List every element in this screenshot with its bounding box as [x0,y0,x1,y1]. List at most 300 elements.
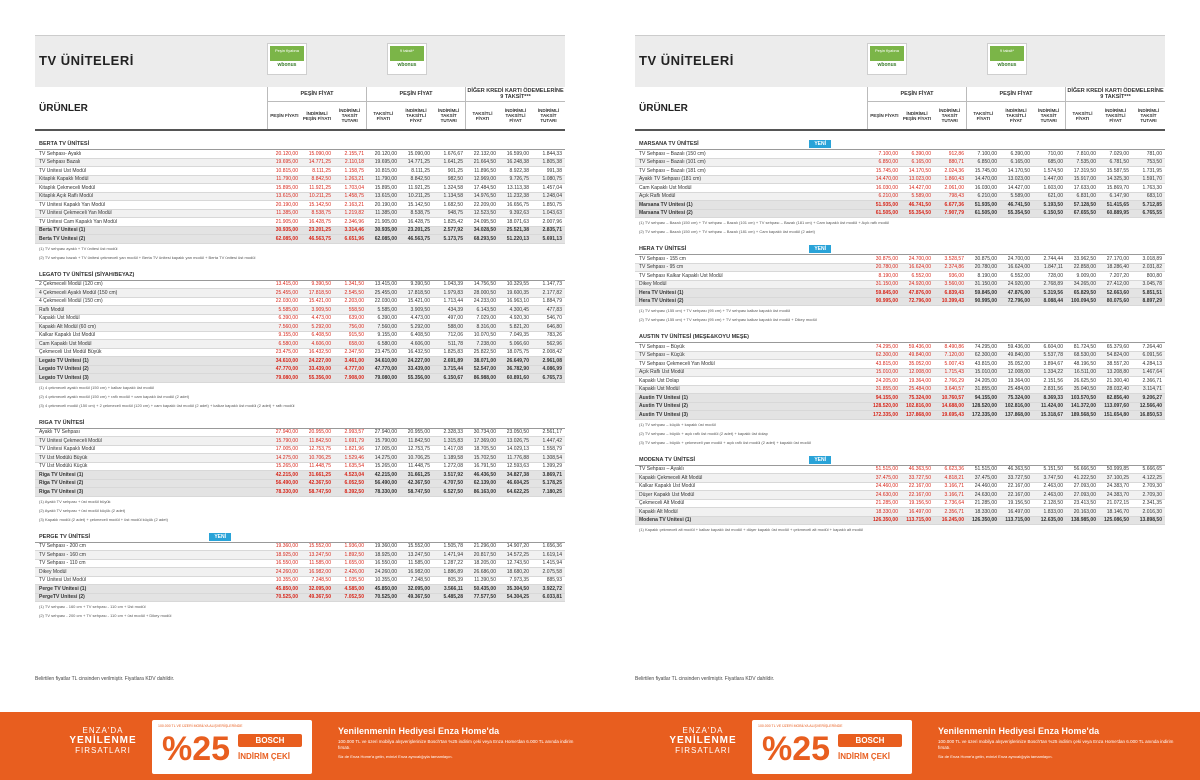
table-row [635,377,1165,386]
section-title-text: RIGA TV ÜNİTESİ [39,419,85,426]
price-cell: 34.827,38 [506,471,529,478]
price-cell: 497,00 [447,315,463,322]
price-cell: 2.155,71 [344,150,364,157]
price-cell: 2.545,50 [344,289,364,296]
price-cell: 15.010,00 [875,369,898,376]
price-cell: 42.367,50 [308,480,331,487]
price-cell: 3.018,89 [1142,255,1162,262]
price-cell: 12.008,00 [908,369,931,376]
price-cell: 32.095,00 [308,585,331,592]
price-cell: 8.538,75 [410,210,430,217]
price-cell: 4.473,00 [311,315,331,322]
price-cell: 50.999,85 [1106,466,1129,473]
table-row [35,429,565,438]
price-cell: 22.030,00 [374,298,397,305]
price-cell: 16.963,10 [506,298,529,305]
price-cell: 13.415,00 [374,281,397,288]
price-cell: 2.110,18 [344,159,364,166]
price-cell: 48.196,50 [1073,360,1096,367]
price-cell: 16.982,00 [407,568,430,575]
table-row [635,159,1165,168]
table-row [35,176,565,185]
price-cell: 16.791,50 [473,463,496,470]
price-cell: 34.265,00 [1073,281,1096,288]
price-cell: 34.610,00 [374,357,397,364]
total-row [35,471,565,480]
logo-brand: wbonus [397,62,417,68]
price-cell: 2.766,29 [944,377,964,384]
product-name: TV Sehpası - 95 cm [639,264,684,271]
price-cell: 2.031,82 [1142,264,1162,271]
price-cell: 683,10 [1146,193,1162,200]
price-cell: 6.408,50 [410,332,430,339]
price-cell: 14.771,25 [407,159,430,166]
price-cell: 103.570,50 [1070,394,1096,401]
table-row [35,340,565,349]
price-cell: 16.030,00 [875,184,898,191]
footnote: (2) Ayaklı TV sehpası + üst modül küçük (2 adet) [39,507,126,513]
price-cell: 17.633,00 [1073,184,1096,191]
table-row [35,315,565,324]
price-cell: 15.265,00 [374,463,397,470]
total-row [35,366,565,375]
price-cell: 23.201,25 [407,227,430,234]
product-name: TV Sehpası Çekmeceli Yan Modül [639,360,715,367]
price-cell: 2.374,86 [944,264,964,271]
price-cell: 50.435,00 [473,585,496,592]
price-cell: 6.143,50 [476,306,496,313]
price-cell: 20.120,00 [374,150,397,157]
price-cell: 6.781,50 [1109,159,1129,166]
price-cell: 25.455,00 [275,289,298,296]
price-cell: 17.005,00 [275,446,298,453]
product-name: Kitaplık Açık Raflı Modül [39,193,93,200]
price-cell: 15.552,00 [308,543,331,550]
total-row [635,411,1165,420]
price-cell: 23.050,50 [506,429,529,436]
section-title-text: LEGATO TV ÜNİTESİ (SİYAH/BEYAZ) [39,271,135,278]
price-cell: 1.691,79 [344,437,364,444]
price-cell: 2.736,64 [944,500,964,507]
section-title-text: HERA TV ÜNİTESİ [639,246,687,252]
price-cell: 20.190,00 [374,201,397,208]
price-cell: 5.066,60 [509,340,529,347]
price-cell: 49.840,00 [908,352,931,359]
price-cell: 90.995,00 [974,298,997,305]
price-cell: 6.765,55 [1142,210,1162,217]
total-row [35,488,565,497]
price-cell: 3.640,57 [944,386,964,393]
price-cell: 1.641,25 [443,159,463,166]
price-cell: 5.292,00 [410,323,430,330]
price-cell: 10.815,00 [275,167,298,174]
price-cell: 12.635,00 [1040,517,1063,524]
table-row [35,289,565,298]
price-cell: 4.086,99 [542,366,562,373]
price-cell: 885,93 [546,577,562,584]
price-cell: 588,00 [447,323,463,330]
price-cell: 57.128,50 [1073,201,1096,208]
price-cell: 10.070,50 [473,332,496,339]
price-cell: 77.577,50 [473,594,496,601]
price-cell: 102.816,00 [1004,403,1030,410]
table-row [635,167,1165,176]
col-label: İNDİRİMLİ TAKSİTLİ FİYAT [1005,108,1027,123]
price-cell: 34.028,50 [473,227,496,234]
table-row [635,150,1165,159]
product-name: Austin TV Ünitesi (1) [639,394,688,401]
price-cell: 13.026,75 [506,437,529,444]
price-cell: 4.284,13 [1142,360,1162,367]
price-cell: 3.166,71 [944,491,964,498]
price-cell: 1.399,29 [542,463,562,470]
price-cell: 75.324,00 [908,394,931,401]
price-cell: 13.247,50 [308,551,331,558]
price-cell: 18.330,00 [875,508,898,515]
price-cell: 8.190,00 [878,272,898,279]
price-cell: 172.335,00 [971,411,997,418]
price-cell: 16.511,00 [1074,369,1096,376]
price-cell: 13.615,00 [374,193,397,200]
price-cell: 6.765,73 [542,374,562,381]
price-cell: 7.560,00 [278,323,298,330]
price-cell: 126.350,00 [872,517,898,524]
price-cell: 11.385,00 [375,210,397,217]
table-row [35,332,565,341]
price-cell: 1.505,78 [443,543,463,550]
price-cell: 11.232,38 [507,193,529,200]
price-cell: 1.805,38 [542,159,562,166]
price-cell: 9.155,00 [278,332,298,339]
price-cell: 20.120,00 [275,150,298,157]
section-title [35,270,565,281]
product-name: TV Ünitesi Üst Modül [39,577,86,584]
price-cell: 22.132,00 [473,150,496,157]
total-row [635,298,1165,307]
product-name: Austin TV Ünitesi (3) [639,411,688,418]
price-cell: 2.163,21 [344,201,364,208]
price-cell: 991,38 [546,167,562,174]
price-cell: 2.744,44 [1043,255,1063,262]
price-cell: 5.589,00 [1010,193,1030,200]
price-cell: 9.392,63 [509,210,529,217]
banner-heading: Yenilenmenin Hediyesi Enza Home'da [338,726,500,736]
footnote: (2) TV sehpası – Bazalı (150 cm) + TV sehpası – Bazalı (181 cm) + Cam kapaklı üst modül (2 adet) [639,229,815,234]
price-cell: 54.304,25 [506,594,529,601]
price-cell: 2.075,58 [542,568,562,575]
products-heading: ÜRÜNLER [39,103,88,114]
price-cell: 11.424,00 [1041,403,1063,410]
campaign-line: FIRSATLARI [675,746,731,755]
price-cell: 11.448,75 [309,463,331,470]
price-cell: 7.264,40 [1142,343,1162,350]
price-cell: 2.016,30 [1142,508,1162,515]
price-cell: 17.005,00 [374,446,397,453]
price-cell: 5.178,25 [542,480,562,487]
price-cell: 24.233,00 [473,298,496,305]
price-cell: 59.436,00 [908,343,931,350]
group-cash [267,87,366,129]
price-cell: 12.753,75 [407,446,430,453]
price-cell: 4.122,25 [1142,474,1162,481]
price-cell: 74.295,00 [875,343,898,350]
table-row [35,218,565,227]
price-cell: 21.664,50 [473,159,496,166]
product-name: Riga TV Ünitesi (3) [39,488,84,495]
price-cell: 5.485,28 [443,594,463,601]
price-cell: 3.461,00 [344,357,364,364]
price-cell: 46.436,50 [473,471,496,478]
price-cell: 1.603,00 [1043,184,1063,191]
price-cell: 2.177,82 [542,289,562,296]
price-cell: 546,70 [546,315,562,322]
product-name: Kapaklı Üst Modül [639,386,680,393]
price-cell: 7.908,00 [344,374,364,381]
price-cell: 13.023,00 [1007,176,1030,183]
price-cell: 30.875,00 [875,255,898,262]
price-cell: 82.856,40 [1106,394,1129,401]
product-name: Kapaklı Çekmeceli Alt Modül [639,474,703,481]
price-cell: 1.308,54 [542,454,562,461]
price-cell: 10.355,00 [275,577,298,584]
price-cell: 7.907,79 [944,210,964,217]
price-cell: 948,75 [447,210,463,217]
logo-brand: wbonus [997,62,1017,68]
price-cell: 1.467,64 [1142,369,1162,376]
product-name: Austin TV Ünitesi (2) [639,403,688,410]
price-cell: 7.029,00 [1109,150,1129,157]
price-cell: 19.156,50 [908,500,931,507]
price-cell: 15.421,00 [407,298,430,305]
product-name: Açık Raflı Modül [639,193,676,200]
price-cell: 1.043,39 [443,281,463,288]
price-cell: 2.831,56 [1043,386,1063,393]
price-cell: 2.024,36 [944,167,964,174]
price-cell: 8.111,25 [312,167,331,174]
coupon-condition: 100.000 TL VE ÜZERİ MOBİLYA ALIŞVERİŞLERİNDE [158,724,243,728]
price-cell: 6.552,00 [911,272,931,279]
price-cell: 9.726,75 [509,176,529,183]
price-cell: 65.379,60 [1106,343,1129,350]
price-cell: 28.032,40 [1106,386,1129,393]
price-cell: 5.007,43 [944,360,964,367]
price-cell: 31.150,00 [875,281,898,288]
products-heading: ÜRÜNLER [639,103,688,114]
price-cell: 1.447,42 [542,437,562,444]
table-row [35,184,565,193]
price-cell: 31.855,00 [974,386,997,393]
price-sheet [35,35,565,690]
footnote: (3) TV sehpası – büyük + çekmeceli yan modül + açık raflı üst modül (2 adet) + kapaklı üst modül [639,439,811,445]
price-cell: 51.515,00 [974,466,997,473]
price-cell: 6.831,00 [1076,193,1096,200]
price-cell: 6.091,56 [1142,352,1162,359]
price-cell: 16.982,00 [308,568,331,575]
col-label: İNDİRİMLİ PEŞİN FİYATI [302,110,332,121]
price-cell: 14.771,25 [308,159,331,166]
price-cell: 31.661,25 [308,471,331,478]
price-cell: 35.040,50 [1073,386,1096,393]
price-cell: 4.606,00 [311,340,331,347]
price-cell: 61.505,00 [875,210,898,217]
col-label: İNDİRİMLİ TAKSİT TUTARI [438,108,460,123]
campaign-line: ENZA'DA [82,726,124,735]
price-cell: 1.979,83 [443,289,463,296]
coupon-percent: %25 [762,730,831,768]
price-cell: 27.093,00 [1073,491,1096,498]
product-name: Kapaklı Alt Modül (60 cm) [39,323,96,330]
col-label: PEŞİN FİYATI [270,113,299,118]
price-cell: 2.203,00 [344,298,364,305]
table-row [635,474,1165,483]
price-cell: 7.238,00 [476,340,496,347]
table-row [635,255,1165,264]
price-cell: 62.139,00 [473,480,496,487]
price-cell: 1.189,58 [443,454,463,461]
total-row [35,480,565,489]
product-section [35,139,565,262]
price-cell: 1.676,67 [443,150,463,157]
table-row [35,159,565,168]
price-cell: 38.557,20 [1106,360,1129,367]
price-cell: 6.623,36 [944,466,964,473]
price-cell: 113.715,00 [1005,517,1030,524]
price-cell: 1.892,50 [344,551,364,558]
price-cell: 1.655,00 [344,560,364,567]
price-cell: 75.324,00 [1007,394,1030,401]
table-row [635,281,1165,290]
price-cell: 1.821,96 [344,446,364,453]
footnote: (2) 4 çekmeceli ayaklı modül (150 cm) + raflı modül + cam kapaklı üst modül (2 adet) [39,393,190,399]
footnote: (3) 4 çekmeceli modül (150 cm) + 2 çekmeceli modül (120 cm) + cam kapaklı üst modül (2 adet) + kalkar kapaklı üst modül (2 adet) + raflı modül [39,402,295,408]
price-cell: 1.457,04 [542,184,562,191]
price-cell: 621,00 [1047,193,1063,200]
price-cell: 28.000,50 [473,289,496,296]
price-cell: 1.263,21 [344,176,364,183]
price-cell: 1.415,94 [542,560,562,567]
product-name: TV Sehpası- Ayaklı [39,150,82,157]
discount-coupon [752,720,912,774]
price-cell: 10.211,25 [309,193,331,200]
price-cell: 74.295,00 [974,343,997,350]
price-cell: 783,26 [546,332,562,339]
total-row [35,594,565,603]
price-cell: 23.475,00 [275,349,298,356]
price-cell: 12.753,75 [308,446,331,453]
price-cell: 6.580,00 [278,340,298,347]
price-cell: 62.300,00 [875,352,898,359]
group-title: PEŞİN FİYAT [868,87,966,102]
price-cell: 1.591,70 [1142,176,1162,183]
section-title [635,455,1165,466]
product-section [635,244,1165,324]
column-header [35,87,565,131]
product-name: TV Sehpası - 155 cm [639,255,686,262]
section-title-text: PERGE TV ÜNİTESİ [39,533,91,540]
table-row [35,543,565,552]
price-cell: 728,00 [1047,272,1063,279]
sections [35,139,565,620]
price-cell: 15.090,00 [407,150,430,157]
price-cell: 7.180,25 [542,488,562,495]
price-cell: 7.100,00 [977,150,997,157]
table-row [635,491,1165,500]
group-other-cards [1065,87,1165,129]
price-cell: 72.796,00 [1007,298,1030,305]
price-cell: 18.680,20 [506,568,529,575]
price-cell: 13.415,00 [275,281,298,288]
price-cell: 52.663,60 [1106,289,1129,296]
product-section [635,332,1165,447]
price-cell: 27.940,00 [374,429,397,436]
price-cell: 86.163,00 [473,488,496,495]
price-cell: 43.815,00 [974,360,997,367]
price-cell: 128.520,00 [872,403,898,410]
price-cell: 2.709,30 [1142,491,1162,498]
price-cell: 11.921,25 [408,184,430,191]
price-cell: 55.356,00 [308,374,331,381]
price-cell: 24.260,00 [275,568,298,575]
product-name: TV Sehpası – Küçük [639,352,685,359]
price-cell: 3.528,57 [944,255,964,262]
price-cell: 11.585,00 [408,560,430,567]
campaign-name [58,726,148,755]
price-cell: 9.155,00 [377,332,397,339]
price-cell: 639,00 [348,315,364,322]
price-cell: 15.869,70 [1106,184,1129,191]
price-cell: 55.354,50 [1007,210,1030,217]
price-cell: 33.439,00 [308,366,331,373]
price-cell: 5.292,00 [311,323,331,330]
price-cell: 11.448,75 [408,463,430,470]
price-cell: 936,00 [948,272,964,279]
price-cell: 11.842,50 [408,437,430,444]
price-cell: 1.860,43 [944,176,964,183]
price-cell: 10.706,25 [308,454,331,461]
price-cell: 12.593,63 [506,463,529,470]
product-name: Kitaplık Kapaklı Modül [39,176,89,183]
price-cell: 22.167,00 [1007,483,1030,490]
total-row [35,227,565,236]
price-cell: 558,50 [348,306,364,313]
price-cell: 8.842,50 [410,176,430,183]
price-cell: 1.619,14 [542,551,562,558]
price-cell: 1.248,04 [542,193,562,200]
price-cell: 1.558,79 [542,446,562,453]
price-cell: 62.085,00 [374,235,397,242]
footnote: (1) 4 çekmeceli ayaklı modül (150 cm) + kalkar kapaklı üst modül [39,384,155,390]
price-cell: 646,80 [546,323,562,330]
section-title [35,139,565,150]
price-cell: 6.150,67 [443,374,463,381]
price-cell: 1.219,82 [344,210,364,217]
total-row [35,357,565,366]
price-cell: 15.790,00 [374,437,397,444]
price-cell: 22.167,00 [908,483,931,490]
product-name: TV Sehpası – Bazalı (181 cm) [639,167,706,174]
price-cell: 753,50 [1146,159,1162,166]
sheet-header [35,35,565,87]
price-cell: 13.113,38 [507,184,529,191]
footnote: (1) Ayaklı TV sehpası + üst modül büyük [39,498,111,504]
table-row [35,298,565,307]
price-cell: 5.319,56 [1043,289,1063,296]
product-section [635,139,1165,236]
price-cell: 6.033,81 [542,594,562,601]
product-name: Kapaklı Üst Modül [39,315,80,322]
price-cell: 5.173,75 [443,235,463,242]
price-cell: 24.460,00 [875,483,898,490]
